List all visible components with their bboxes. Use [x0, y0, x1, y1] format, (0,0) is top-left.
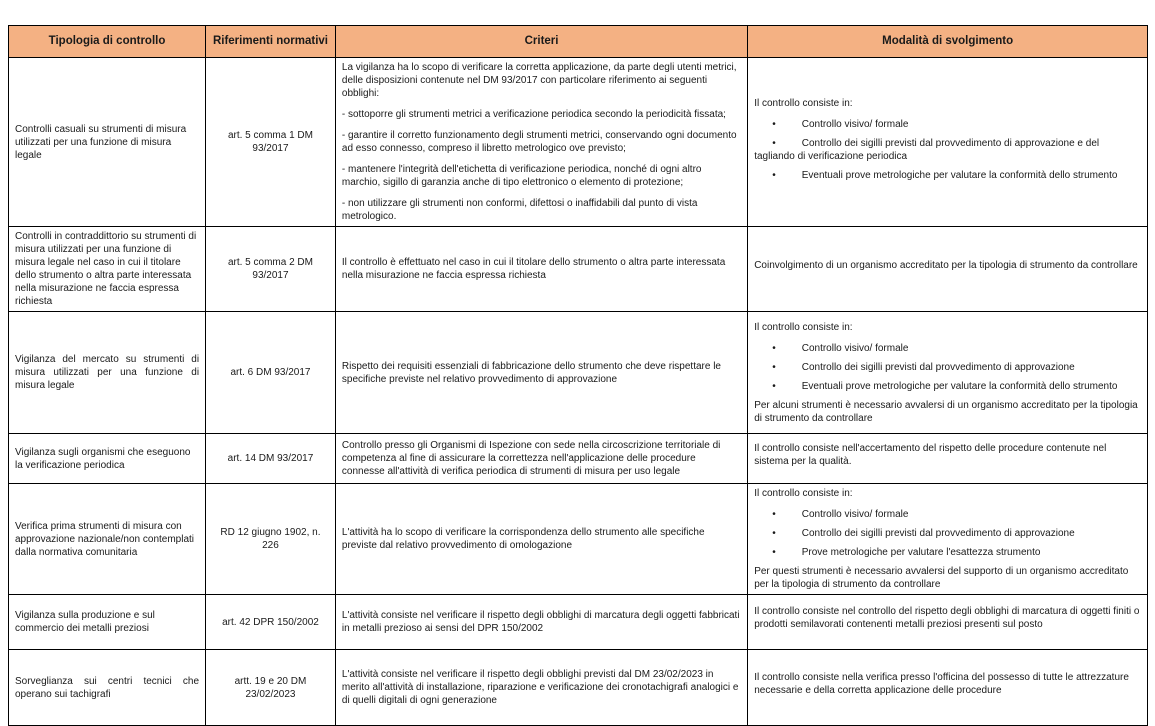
criteri-paragraphs	[342, 256, 741, 282]
cell-riferimenti: art. 5 comma 1 DM 93/2017	[206, 58, 336, 227]
modalita-bullet: • Controllo dei sigilli previsti dal provvedimento di approvazione	[754, 361, 1141, 374]
criteri-paragraph: Controllo presso gli Organismi di Ispezione con sede nella circoscrizione territoriale di competenza al fine di assicurare la correttezza nell'applicazione delle procedure connesse all'attività di verifica periodica di strumenti di misura per uso legale	[341, 440, 721, 477]
cell-modalita	[748, 650, 1148, 726]
criteri-paragraph: L'attività ha lo scopo di verificare la corrispondenza dello strumento alle specifiche previste dal relativo provvedimento di omologazione	[341, 527, 705, 551]
criteri-paragraph: Rispetto dei requisiti essenziali di fabbricazione dello strumento che deve rispettare le specifiche previste nel relativo provvedimento di approvazione	[341, 360, 721, 385]
modalita-bullet: • Controllo dei sigilli previsti dal provvedimento di approvazione e del tagliando di verificazione periodica	[754, 137, 1141, 163]
cell-riferimenti: art. 6 DM 93/2017	[206, 312, 336, 434]
modalita-bullet: • Controllo visivo/ formale	[754, 118, 1141, 131]
modalita-bullets	[754, 342, 1141, 393]
criteri-paragraph: - sottoporre gli strumenti metrici a verificazione periodica secondo la periodicità fissata;	[341, 109, 726, 120]
modalita-bullets	[754, 508, 1141, 559]
modalita-intro: Coinvolgimento di un organismo accreditato per la tipologia di strumento da controllare	[754, 259, 1138, 271]
table-row	[9, 595, 1148, 650]
cell-tipologia: Vigilanza sulla produzione e sul commercio dei metalli preziosi	[9, 595, 206, 650]
criteri-paragraphs	[342, 61, 741, 223]
cell-tipologia: Vigilanza sugli organismi che eseguono la verificazione periodica	[9, 434, 206, 484]
modalita-intro: Il controllo consiste nell'accertamento del rispetto delle procedure contenute nel sistema per la qualità.	[754, 442, 1107, 467]
criteri-paragraph: - mantenere l'integrità dell'etichetta di verificazione periodica, nonché di ogni altro marchio, sigillo di garanzia anche di tipo elettronico o elemento di protezione;	[341, 164, 702, 188]
table-row	[9, 312, 1148, 434]
cell-modalita	[748, 58, 1148, 227]
controls-table	[8, 25, 1148, 726]
cell-riferimenti: artt. 19 e 20 DM 23/02/2023	[206, 650, 336, 726]
header-tipologia: Tipologia di controllo	[9, 26, 206, 58]
modalita-bullets	[754, 118, 1141, 182]
criteri-paragraphs	[342, 668, 741, 707]
cell-riferimenti: art. 42 DPR 150/2002	[206, 595, 336, 650]
modalita-bullet: • Controllo visivo/ formale	[754, 342, 1141, 355]
cell-tipologia: Sorveglianza sui centri tecnici che operano sui tachigrafi	[9, 650, 206, 726]
cell-modalita	[748, 434, 1148, 484]
modalita-outro: Per questi strumenti è necessario avvalersi del supporto di un organismo accreditato per la tipologia di strumento da controllare	[754, 566, 1129, 590]
cell-modalita	[748, 227, 1148, 312]
header-modalita: Modalità di svolgimento	[748, 26, 1148, 58]
modalita-intro: Il controllo consiste in:	[754, 97, 853, 109]
cell-criteri	[335, 312, 747, 434]
modalita-intro: Il controllo consiste in:	[754, 321, 853, 333]
cell-tipologia: Controlli casuali su strumenti di misura utilizzati per una funzione di misura legale	[9, 58, 206, 227]
header-row	[9, 26, 1148, 58]
modalita-bullet: • Prove metrologiche per valutare l'esattezza strumento	[754, 546, 1141, 559]
table-row	[9, 227, 1148, 312]
modalita-bullet: • Eventuali prove metrologiche per valutare la conformità dello strumento	[754, 169, 1141, 182]
criteri-paragraph: - garantire il corretto funzionamento degli strumenti metrici, conservando ogni documento ad esso connesso, compreso il libretto metrologico ove previsto;	[341, 130, 737, 154]
criteri-paragraph: La vigilanza ha lo scopo di verificare la corretta applicazione, da parte degli utenti metrici, delle disposizioni contenute nel DM 93/2017 con particolare riferimento ai seguenti obblighi:	[341, 62, 737, 99]
cell-modalita	[748, 312, 1148, 434]
cell-criteri	[335, 484, 747, 595]
cell-riferimenti: RD 12 giugno 1902, n. 226	[206, 484, 336, 595]
header-criteri: Criteri	[335, 26, 747, 58]
criteri-paragraphs	[342, 360, 741, 386]
cell-criteri	[335, 434, 747, 484]
cell-criteri	[335, 650, 747, 726]
modalita-intro: Il controllo consiste nella verifica presso l'officina del possesso di tutte le attrezzature necessarie e della corretta applicazione delle procedure	[754, 671, 1129, 696]
cell-tipologia: Verifica prima strumenti di misura con approvazione nazionale/non contemplati dalla normativa comunitaria	[9, 484, 206, 595]
modalita-bullet: • Eventuali prove metrologiche per valutare la conformità dello strumento	[754, 380, 1141, 393]
criteri-paragraph: L'attività consiste nel verificare il rispetto degli obblighi previsti dal DM 23/02/2023 in merito all'attività di installazione, riparazione e verificazione dei cronotachigrafi analogici e di quelli digitali di ogni generazione	[341, 669, 739, 706]
header-riferimenti: Riferimenti normativi	[206, 26, 336, 58]
cell-modalita	[748, 595, 1148, 650]
cell-criteri	[335, 595, 747, 650]
cell-criteri	[335, 58, 747, 227]
modalita-bullet: • Controllo dei sigilli previsti dal provvedimento di approvazione	[754, 527, 1141, 540]
cell-tipologia: Vigilanza del mercato su strumenti di misura utilizzati per una funzione di misura legale	[9, 312, 206, 434]
criteri-paragraph: L'attività consiste nel verificare il rispetto degli obblighi di marcatura degli oggetti fabbricati in metalli prezioso ai sensi del DPR 150/2002	[341, 610, 740, 634]
modalita-bullet: • Controllo visivo/ formale	[754, 508, 1141, 521]
modalita-intro: Il controllo consiste in:	[754, 488, 853, 499]
criteri-paragraph: - non utilizzare gli strumenti non conformi, difettosi o inaffidabili dal punto di vista metrologico.	[341, 198, 698, 222]
criteri-paragraphs	[342, 439, 741, 478]
criteri-paragraph: Il controllo è effettuato nel caso in cui il titolare dello strumento o altra parte interessata nella misurazione ne faccia espressa richiesta	[341, 257, 726, 281]
criteri-paragraphs	[342, 526, 741, 552]
table-row	[9, 650, 1148, 726]
modalita-intro: Il controllo consiste nel controllo del rispetto degli obblighi di marcatura di oggetti finiti o prodotti semilavorati contenenti metalli preziosi presenti sul posto	[754, 606, 1140, 630]
table-row	[9, 58, 1148, 227]
modalita-outro: Per alcuni strumenti è necessario avvalersi di un organismo accreditato per la tipologia di strumento da controllare	[754, 399, 1138, 424]
cell-riferimenti: art. 14 DM 93/2017	[206, 434, 336, 484]
table-row	[9, 434, 1148, 484]
criteri-paragraphs	[342, 609, 741, 635]
cell-criteri	[335, 227, 747, 312]
table-row	[9, 484, 1148, 595]
cell-modalita	[748, 484, 1148, 595]
cell-tipologia: Controlli in contraddittorio su strumenti di misura utilizzati per una funzione di misura legale nel caso in cui il titolare dello strumento o altra parte interessata nella misurazione ne faccia espressa richiesta	[9, 227, 206, 312]
cell-riferimenti: art. 5 comma 2 DM 93/2017	[206, 227, 336, 312]
